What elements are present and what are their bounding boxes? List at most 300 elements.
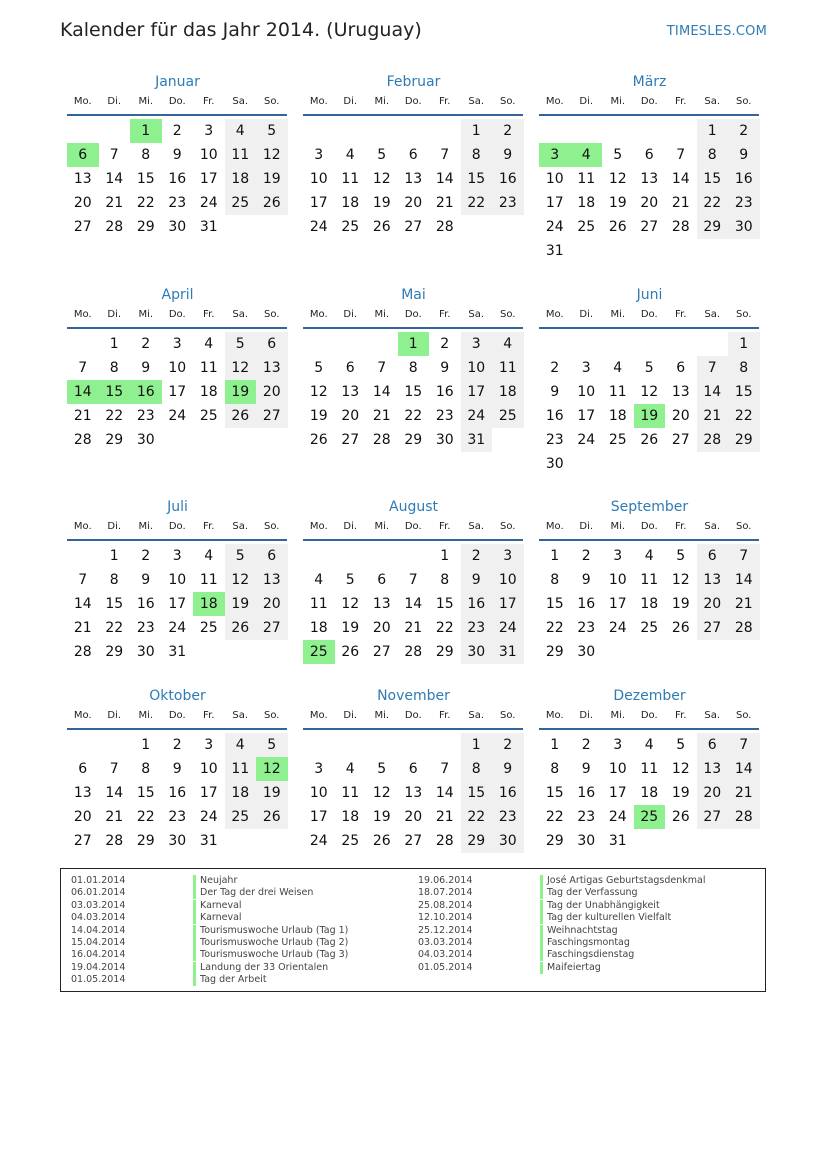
holiday-date: 16.04.2014 xyxy=(71,949,126,961)
day-cell: 1 xyxy=(550,548,560,564)
weekday-label: So. xyxy=(264,309,280,320)
day-cell: 6 xyxy=(256,544,288,568)
day-cell: 22 xyxy=(461,191,493,215)
weekday-label: Di. xyxy=(107,96,122,107)
holiday-marker xyxy=(540,900,543,912)
weekday-label: Sa. xyxy=(704,521,721,532)
day-cell: 27 xyxy=(73,219,92,235)
day-cell: 8 xyxy=(550,572,560,588)
day-cell: 27 xyxy=(697,805,729,829)
day-cell: 21 xyxy=(671,195,690,211)
day-cell: 27 xyxy=(256,404,288,428)
week-row xyxy=(67,404,288,428)
day-cell: 14 xyxy=(404,596,423,612)
day-cell: 18 xyxy=(341,809,360,825)
week-row xyxy=(67,428,288,452)
day-cell: 30 xyxy=(435,432,454,448)
holiday-date: 18.07.2014 xyxy=(418,887,473,899)
day-cell: 25 xyxy=(608,432,627,448)
day-cell: 1 xyxy=(109,336,119,352)
day-cell: 24 xyxy=(608,809,627,825)
empty-day xyxy=(67,544,99,568)
empty-day xyxy=(602,640,634,664)
day-cell: 23 xyxy=(728,191,760,215)
weekday-label: Do. xyxy=(640,521,658,532)
day-cell: 30 xyxy=(492,829,524,853)
day-cell: 30 xyxy=(728,215,760,239)
day-cell: 14 xyxy=(435,171,454,187)
weekday-label: Di. xyxy=(579,710,594,721)
holiday-name: Tourismuswoche Urlaub (Tag 1) xyxy=(200,924,349,936)
weekday-label: Mi. xyxy=(138,521,154,532)
week-row xyxy=(539,332,760,356)
day-cell: 26 xyxy=(608,219,627,235)
day-cell: 1 xyxy=(550,737,560,753)
site-link[interactable]: TIMESLES.COM xyxy=(666,24,767,39)
day-cell: 2 xyxy=(440,336,450,352)
day-cell: 10 xyxy=(199,147,218,163)
day-cell: 29 xyxy=(136,833,155,849)
legend-row xyxy=(71,925,348,937)
empty-day xyxy=(67,733,99,757)
day-cell: 25 xyxy=(199,408,218,424)
holiday-marker xyxy=(193,949,196,961)
day-cell: 7 xyxy=(78,572,88,588)
day-cell: 15 xyxy=(404,384,423,400)
empty-day xyxy=(602,332,634,356)
weekday-label: Di. xyxy=(579,521,594,532)
day-cell: 4 xyxy=(644,737,654,753)
empty-day xyxy=(225,428,257,452)
day-cell: 12 xyxy=(225,568,257,592)
day-cell: 31 xyxy=(545,243,564,259)
week-row xyxy=(539,167,760,191)
day-cell: 15 xyxy=(435,596,454,612)
day-cell: 21 xyxy=(73,408,92,424)
holiday-name: Tag der Arbeit xyxy=(200,974,267,986)
day-cell: 19 xyxy=(225,380,257,404)
day-cell: 28 xyxy=(73,432,92,448)
holiday-name: Weihnachtstag xyxy=(547,924,618,936)
empty-day xyxy=(602,119,634,143)
day-cell: 31 xyxy=(199,833,218,849)
day-cell: 28 xyxy=(105,219,124,235)
empty-day xyxy=(728,640,760,664)
month-rule xyxy=(539,728,759,730)
day-cell: 20 xyxy=(256,380,288,404)
weekday-header xyxy=(303,305,524,325)
day-cell: 25 xyxy=(492,404,524,428)
month-name: Juli xyxy=(167,499,188,515)
day-cell: 13 xyxy=(372,596,391,612)
week-row xyxy=(303,428,524,452)
month-2 xyxy=(303,72,524,239)
legend-row xyxy=(71,949,348,961)
empty-day xyxy=(634,119,666,143)
week-row xyxy=(67,757,288,781)
holiday-marker xyxy=(193,974,196,986)
day-cell: 28 xyxy=(435,833,454,849)
week-row xyxy=(67,380,288,404)
day-cell: 11 xyxy=(577,171,596,187)
day-cell: 24 xyxy=(461,404,493,428)
weekday-label: Sa. xyxy=(704,96,721,107)
weekday-label: So. xyxy=(500,710,516,721)
day-cell: 29 xyxy=(728,428,760,452)
empty-day xyxy=(665,452,697,476)
day-cell: 2 xyxy=(492,119,524,143)
weekday-label: Di. xyxy=(343,710,358,721)
week-row xyxy=(539,757,760,781)
month-rule xyxy=(303,114,523,116)
day-cell: 4 xyxy=(613,360,623,376)
weekday-label: Do. xyxy=(404,309,422,320)
holiday-name: Tag der kulturellen Vielfalt xyxy=(547,912,672,924)
day-cell: 5 xyxy=(613,147,623,163)
week-row xyxy=(67,143,288,167)
weekday-header xyxy=(67,305,288,325)
day-cell: 17 xyxy=(608,596,627,612)
empty-day xyxy=(571,239,603,263)
empty-day xyxy=(303,332,335,356)
week-row xyxy=(303,592,524,616)
week-row xyxy=(539,640,760,664)
day-cell: 27 xyxy=(256,616,288,640)
day-cell: 22 xyxy=(105,620,124,636)
weekday-label: Mo. xyxy=(545,521,564,532)
day-cell: 29 xyxy=(105,432,124,448)
day-cell: 7 xyxy=(676,147,686,163)
day-cell: 10 xyxy=(461,356,493,380)
day-cell: 30 xyxy=(461,640,493,664)
empty-day xyxy=(492,215,524,239)
holiday-marker xyxy=(193,887,196,899)
legend-row xyxy=(71,937,348,949)
day-cell: 24 xyxy=(309,833,328,849)
day-cell: 9 xyxy=(440,360,450,376)
day-cell: 5 xyxy=(314,360,324,376)
day-cell: 11 xyxy=(492,356,524,380)
day-cell: 20 xyxy=(256,592,288,616)
day-cell: 7 xyxy=(109,761,119,777)
day-cell: 21 xyxy=(105,195,124,211)
weekday-label: Sa. xyxy=(232,521,249,532)
day-cell: 26 xyxy=(341,644,360,660)
day-cell: 16 xyxy=(728,167,760,191)
day-cell: 20 xyxy=(73,195,92,211)
day-cell: 26 xyxy=(671,620,690,636)
weekday-label: So. xyxy=(264,96,280,107)
empty-day xyxy=(728,452,760,476)
day-cell: 27 xyxy=(640,219,659,235)
day-cell: 12 xyxy=(341,596,360,612)
day-cell: 14 xyxy=(671,171,690,187)
weekday-label: Sa. xyxy=(704,710,721,721)
day-cell: 6 xyxy=(644,147,654,163)
weekday-label: Di. xyxy=(343,521,358,532)
day-cell: 11 xyxy=(225,757,257,781)
holiday-name: Karneval xyxy=(200,899,242,911)
empty-day xyxy=(67,332,99,356)
day-cell: 7 xyxy=(697,356,729,380)
day-cell: 12 xyxy=(256,143,288,167)
week-row xyxy=(67,356,288,380)
week-row xyxy=(303,215,524,239)
day-cell: 9 xyxy=(581,761,591,777)
day-cell: 17 xyxy=(577,408,596,424)
month-name: November xyxy=(377,688,450,704)
day-cell: 25 xyxy=(634,805,666,829)
day-cell: 15 xyxy=(728,380,760,404)
day-cell: 22 xyxy=(697,191,729,215)
weekday-label: Sa. xyxy=(468,521,485,532)
day-cell: 22 xyxy=(435,620,454,636)
empty-day xyxy=(335,733,367,757)
day-cell: 13 xyxy=(671,384,690,400)
weekday-label: Do. xyxy=(168,309,186,320)
empty-day xyxy=(398,733,430,757)
day-cell: 29 xyxy=(461,829,493,853)
day-cell: 19 xyxy=(671,596,690,612)
day-cell: 19 xyxy=(341,620,360,636)
day-cell: 18 xyxy=(640,596,659,612)
empty-day xyxy=(697,332,729,356)
weekday-label: Mo. xyxy=(545,309,564,320)
holiday-date: 15.04.2014 xyxy=(71,936,126,948)
day-cell: 9 xyxy=(550,384,560,400)
day-cell: 20 xyxy=(404,809,423,825)
holiday-name: Tag der Unabhängigkeit xyxy=(547,899,660,911)
empty-day xyxy=(398,119,430,143)
day-cell: 13 xyxy=(697,757,729,781)
day-cell: 1 xyxy=(697,119,729,143)
month-rule xyxy=(303,327,523,329)
week-row xyxy=(67,119,288,143)
day-cell: 19 xyxy=(225,592,257,616)
week-row xyxy=(67,332,288,356)
day-cell: 30 xyxy=(136,432,155,448)
week-row xyxy=(539,544,760,568)
week-row xyxy=(67,805,288,829)
week-row xyxy=(539,404,760,428)
day-cell: 17 xyxy=(309,809,328,825)
day-cell: 18 xyxy=(309,620,328,636)
legend-row xyxy=(71,887,348,899)
day-cell: 18 xyxy=(608,408,627,424)
day-cell: 20 xyxy=(73,809,92,825)
day-cell: 2 xyxy=(172,737,182,753)
empty-day xyxy=(366,733,398,757)
day-cell: 14 xyxy=(728,568,760,592)
day-cell: 25 xyxy=(577,219,596,235)
week-row xyxy=(539,452,760,476)
day-cell: 12 xyxy=(309,384,328,400)
holiday-date: 01.05.2014 xyxy=(418,961,473,973)
day-cell: 14 xyxy=(697,380,729,404)
day-cell: 21 xyxy=(372,408,391,424)
day-cell: 30 xyxy=(168,833,187,849)
month-7 xyxy=(67,497,288,664)
weekday-label: Fr. xyxy=(203,309,215,320)
day-cell: 21 xyxy=(435,809,454,825)
day-cell: 10 xyxy=(577,384,596,400)
weekday-label: Do. xyxy=(168,710,186,721)
month-rule xyxy=(539,327,759,329)
day-cell: 9 xyxy=(141,572,151,588)
day-cell: 3 xyxy=(581,360,591,376)
day-cell: 12 xyxy=(225,356,257,380)
month-12 xyxy=(539,686,760,853)
legend-row xyxy=(418,962,706,974)
day-cell: 20 xyxy=(341,408,360,424)
day-cell: 31 xyxy=(199,219,218,235)
day-cell: 3 xyxy=(613,548,623,564)
holiday-marker xyxy=(540,937,543,949)
empty-day xyxy=(256,215,288,239)
day-cell: 20 xyxy=(697,781,729,805)
empty-day xyxy=(634,239,666,263)
day-cell: 13 xyxy=(256,568,288,592)
day-cell: 30 xyxy=(545,456,564,472)
day-cell: 17 xyxy=(199,171,218,187)
day-cell: 23 xyxy=(577,809,596,825)
day-cell: 30 xyxy=(168,219,187,235)
day-cell: 23 xyxy=(168,809,187,825)
day-cell: 19 xyxy=(608,195,627,211)
day-cell: 16 xyxy=(577,785,596,801)
month-11 xyxy=(303,686,524,853)
week-row xyxy=(303,332,524,356)
holiday-legend xyxy=(60,868,766,992)
week-row xyxy=(539,191,760,215)
empty-day xyxy=(634,640,666,664)
day-cell: 16 xyxy=(492,781,524,805)
month-6 xyxy=(539,285,760,476)
day-cell: 31 xyxy=(461,428,493,452)
holiday-name: Karneval xyxy=(200,912,242,924)
day-cell: 26 xyxy=(225,616,257,640)
week-row xyxy=(539,616,760,640)
week-row xyxy=(303,119,524,143)
weekday-label: Di. xyxy=(579,309,594,320)
day-cell: 26 xyxy=(256,191,288,215)
weekday-label: Mo. xyxy=(309,96,328,107)
weekday-label: Fr. xyxy=(675,96,687,107)
legend-row xyxy=(418,949,706,961)
day-cell: 20 xyxy=(372,620,391,636)
day-cell: 18 xyxy=(193,592,225,616)
day-cell: 5 xyxy=(377,761,387,777)
day-cell: 28 xyxy=(728,616,760,640)
empty-day xyxy=(571,119,603,143)
day-cell: 24 xyxy=(168,620,187,636)
weekday-label: Fr. xyxy=(439,96,451,107)
day-cell: 15 xyxy=(697,167,729,191)
month-8 xyxy=(303,497,524,664)
weekday-label: Di. xyxy=(107,710,122,721)
day-cell: 2 xyxy=(550,360,560,376)
day-cell: 19 xyxy=(634,404,666,428)
week-row xyxy=(539,733,760,757)
day-cell: 23 xyxy=(492,805,524,829)
day-cell: 5 xyxy=(225,332,257,356)
day-cell: 31 xyxy=(492,640,524,664)
day-cell: 7 xyxy=(728,544,760,568)
day-cell: 27 xyxy=(341,432,360,448)
holiday-marker xyxy=(193,925,196,937)
day-cell: 19 xyxy=(256,781,288,805)
weekday-label: Mi. xyxy=(610,710,626,721)
week-row xyxy=(539,356,760,380)
day-cell: 26 xyxy=(372,833,391,849)
day-cell: 28 xyxy=(671,219,690,235)
month-rule xyxy=(303,539,523,541)
weekday-label: Di. xyxy=(343,96,358,107)
weekday-label: Mi. xyxy=(374,309,390,320)
holiday-marker xyxy=(193,912,196,924)
day-cell: 23 xyxy=(168,195,187,211)
empty-day xyxy=(539,119,571,143)
day-cell: 19 xyxy=(671,785,690,801)
week-row xyxy=(303,757,524,781)
day-cell: 9 xyxy=(492,757,524,781)
day-cell: 23 xyxy=(136,408,155,424)
day-cell: 10 xyxy=(309,171,328,187)
day-cell: 9 xyxy=(172,147,182,163)
day-cell: 14 xyxy=(728,757,760,781)
week-row xyxy=(539,781,760,805)
day-cell: 24 xyxy=(199,809,218,825)
weekday-label: Mo. xyxy=(309,309,328,320)
holiday-marker xyxy=(193,900,196,912)
weekday-label: Di. xyxy=(107,309,122,320)
day-cell: 19 xyxy=(372,195,391,211)
legend-column xyxy=(71,875,348,987)
day-cell: 29 xyxy=(697,215,729,239)
weekday-label: Mi. xyxy=(374,521,390,532)
day-cell: 22 xyxy=(545,809,564,825)
empty-day xyxy=(461,215,493,239)
day-cell: 1 xyxy=(109,548,119,564)
empty-day xyxy=(162,428,194,452)
day-cell: 11 xyxy=(640,572,659,588)
month-name: März xyxy=(632,74,667,90)
empty-day xyxy=(225,215,257,239)
day-cell: 4 xyxy=(492,332,524,356)
day-cell: 8 xyxy=(141,147,151,163)
day-cell: 10 xyxy=(608,572,627,588)
page-title: Kalender für das Jahr 2014. (Uruguay) xyxy=(60,19,422,41)
holiday-name: Der Tag der drei Weisen xyxy=(200,887,314,899)
empty-day xyxy=(728,239,760,263)
legend-row xyxy=(418,912,706,924)
day-cell: 3 xyxy=(172,336,182,352)
day-cell: 26 xyxy=(225,404,257,428)
weekday-label: Mo. xyxy=(309,710,328,721)
weekday-label: So. xyxy=(736,96,752,107)
day-cell: 18 xyxy=(225,781,257,805)
legend-row xyxy=(71,962,348,974)
day-cell: 28 xyxy=(728,805,760,829)
holiday-name: José Artigas Geburtstagsdenkmal xyxy=(547,875,706,886)
day-cell: 9 xyxy=(461,568,493,592)
day-cell: 3 xyxy=(613,737,623,753)
weekday-header xyxy=(303,92,524,112)
weekday-label: Mi. xyxy=(374,96,390,107)
day-cell: 14 xyxy=(372,384,391,400)
day-cell: 9 xyxy=(581,572,591,588)
week-row xyxy=(67,167,288,191)
